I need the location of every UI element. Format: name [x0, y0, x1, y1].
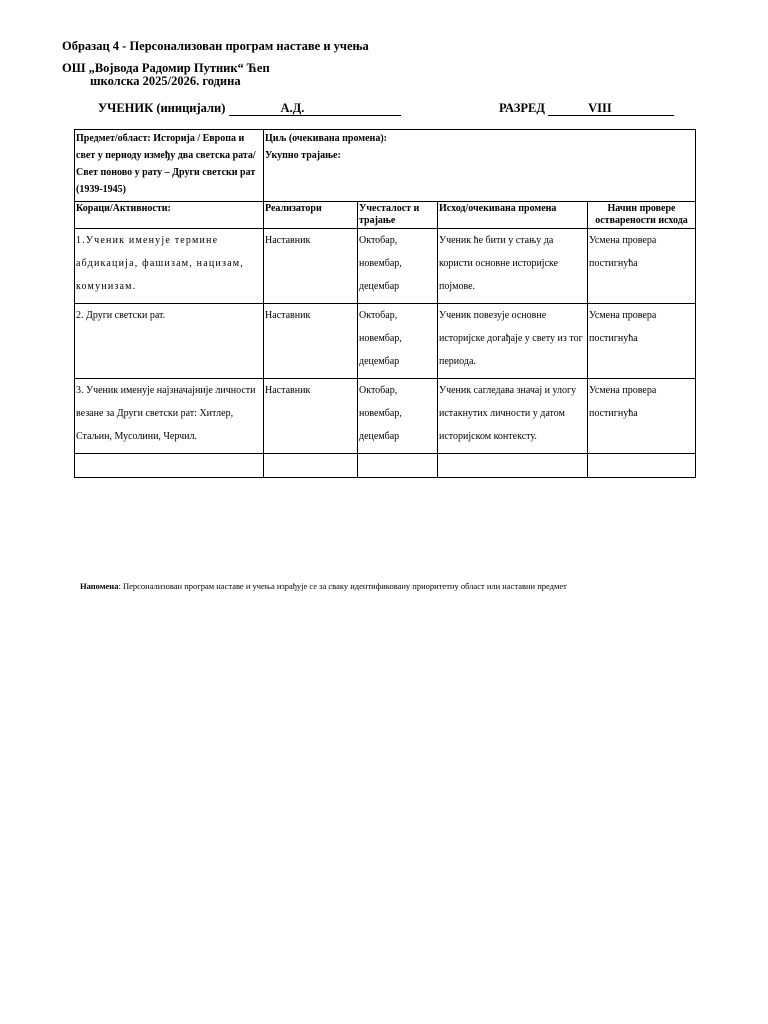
header-verification: Начин провере остварености исхода: [588, 202, 696, 229]
empty-cell: [588, 454, 696, 478]
student-label: УЧЕНИК (иницијали): [98, 101, 226, 115]
header-activities: Кораци/Активности:: [75, 202, 264, 229]
grade-label: РАЗРЕД: [499, 101, 545, 115]
grade-value: VIII: [588, 101, 674, 116]
activity-cell: 2. Други светски рат.: [75, 304, 264, 379]
table-row: [75, 304, 696, 379]
subject-row: [75, 130, 696, 202]
verification-cell: Усмена провера постигнућа: [588, 229, 696, 304]
student-line-left: [229, 101, 281, 116]
frequency-cell: Октобар, новембар, децембар: [358, 229, 438, 304]
school-name: ОШ „Војвода Радомир Путник“ Ћеп: [62, 61, 270, 75]
goal-label: Циљ (очекивана промена):: [265, 133, 387, 144]
activity-cell: 3. Ученик именује најзначајније личности везане за Други светски рат: Хитлер, Стаљин, Мусолини, Черчил.: [75, 379, 264, 454]
subject-label: Предмет/област:: [76, 133, 151, 144]
header-outcome: Исход/очекивана промена: [438, 202, 588, 229]
note-label: Напомена: [80, 581, 119, 591]
frequency-cell: Октобар, новембар, децембар: [358, 379, 438, 454]
header-frequency: Учесталост и трајање: [358, 202, 438, 229]
footnote: [80, 581, 567, 591]
subject-cell: [75, 130, 264, 202]
grade-line-left: [548, 101, 588, 116]
outcome-cell: Ученик сагледава значај и улогу истакнутих личности у датом историјском контексту.: [438, 379, 588, 454]
school-year: школска 2025/2026. година: [90, 74, 241, 88]
header-implementers: Реализатори: [264, 202, 358, 229]
subject-value: Историја / Европа и свет у периоду између два светска рата/Свет поново у рату – Други светски рат (1939-1945): [76, 133, 256, 195]
table-row: [75, 379, 696, 454]
header-row: [75, 202, 696, 229]
empty-cell: [438, 454, 588, 478]
duration-label: Укупно трајање:: [265, 150, 341, 161]
activity-cell: 1.Ученик именује термине абдикација, фашизам, нацизам, комунизам.: [75, 229, 264, 304]
note-text: : Персонализован програм наставе и учења израђује се за сваку идентификовану приоритетну област или наставни предмет: [118, 581, 567, 591]
frequency-cell: Октобар, новембар, децембар: [358, 304, 438, 379]
student-value: А.Д.: [281, 101, 401, 116]
implementers-cell: Наставник: [264, 229, 358, 304]
empty-row: [75, 454, 696, 478]
empty-cell: [264, 454, 358, 478]
implementers-cell: Наставник: [264, 304, 358, 379]
student-row: [98, 101, 401, 116]
verification-cell: Усмена провера постигнућа: [588, 379, 696, 454]
empty-cell: [358, 454, 438, 478]
outcome-cell: Ученик ће бити у стању да користи основне историјске појмове.: [438, 229, 588, 304]
verification-cell: Усмена провера постигнућа: [588, 304, 696, 379]
outcome-cell: Ученик повезује основне историјске догађаје у свету из тог периода.: [438, 304, 588, 379]
form-title: Образац 4 - Персонализован програм наставе и учења: [62, 39, 369, 53]
program-table: [74, 129, 696, 478]
implementers-cell: Наставник: [264, 379, 358, 454]
grade-row: [499, 101, 674, 116]
goal-cell: [264, 130, 696, 202]
empty-cell: [75, 454, 264, 478]
table-row: [75, 229, 696, 304]
